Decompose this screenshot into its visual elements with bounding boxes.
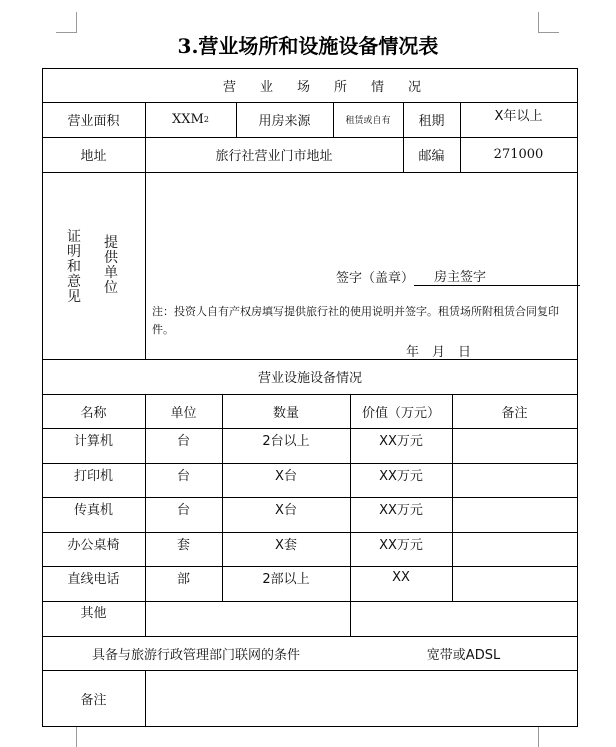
row-qty: 2部以上 <box>262 571 310 587</box>
postcode-value: 271000 <box>493 147 544 162</box>
header-qty: 数量 <box>272 405 299 421</box>
row-unit: 台 <box>176 468 190 484</box>
address-value: 旅行社营业门市地址 <box>215 149 333 164</box>
row-value: XX万元 <box>379 502 423 518</box>
row-remark <box>452 463 577 485</box>
venue-section-title: 营业场所情况 <box>222 79 445 95</box>
row-value: XX万元 <box>379 537 423 553</box>
postcode-label: 邮编 <box>418 149 445 164</box>
proof-label-left: 证明和意见 <box>67 229 81 305</box>
row-unit: 台 <box>176 502 190 518</box>
row-name: 直线电话 <box>67 571 120 587</box>
row-value: XX万元 <box>379 433 423 449</box>
address-label: 地址 <box>80 149 107 164</box>
source-label: 用房来源 <box>258 114 311 129</box>
network-label: 具备与旅游行政管理部门联网的条件 <box>91 648 300 663</box>
page-title: 3.营业场所和设施设备情况表 <box>177 34 439 58</box>
sign-value: 房主签字 <box>414 266 580 286</box>
source-value: 租赁或自有 <box>345 116 391 126</box>
header-name: 名称 <box>80 405 107 421</box>
term-label: 租期 <box>418 114 445 129</box>
row-remark <box>452 566 577 588</box>
row-unit: 套 <box>176 537 190 553</box>
row-name: 打印机 <box>73 468 113 484</box>
network-value: 宽带或ADSL <box>426 648 501 663</box>
row-value: XX万元 <box>379 468 423 484</box>
row-name: 办公桌椅 <box>67 537 120 553</box>
row-unit: 部 <box>176 571 190 587</box>
row-qty: X台 <box>275 468 297 484</box>
sign-label: 签字（盖章） <box>336 270 415 286</box>
term-value: X年以上 <box>494 108 543 124</box>
header-remark: 备注 <box>501 405 528 421</box>
row-qty: X台 <box>275 502 297 518</box>
row-remark <box>452 532 577 554</box>
equipment-section-title: 营业设施设备情况 <box>257 371 362 386</box>
proof-label-right: 提供单位 <box>104 235 118 296</box>
row-value: XX <box>392 569 410 585</box>
header-value: 价值（万元） <box>361 405 440 421</box>
area-label: 营业面积 <box>67 114 120 129</box>
signature-line <box>336 266 580 286</box>
row-remark <box>452 497 577 519</box>
other-label: 其他 <box>80 605 107 621</box>
row-name: 传真机 <box>73 502 113 518</box>
row-qty: X套 <box>275 537 297 553</box>
area-value: XXM 2 <box>172 112 209 127</box>
date-line: 年 月 日 <box>406 344 472 360</box>
venue-note: 注：投资人自有产权房填写提供旅行社的使用说明并签字。租赁场所附租赁合同复印件。 <box>152 305 559 336</box>
row-name: 计算机 <box>73 433 113 449</box>
row-qty: 2台以上 <box>262 433 310 449</box>
header-unit: 单位 <box>170 405 197 421</box>
remark-label: 备注 <box>80 692 107 708</box>
row-remark <box>452 428 577 450</box>
row-unit: 台 <box>176 433 190 449</box>
